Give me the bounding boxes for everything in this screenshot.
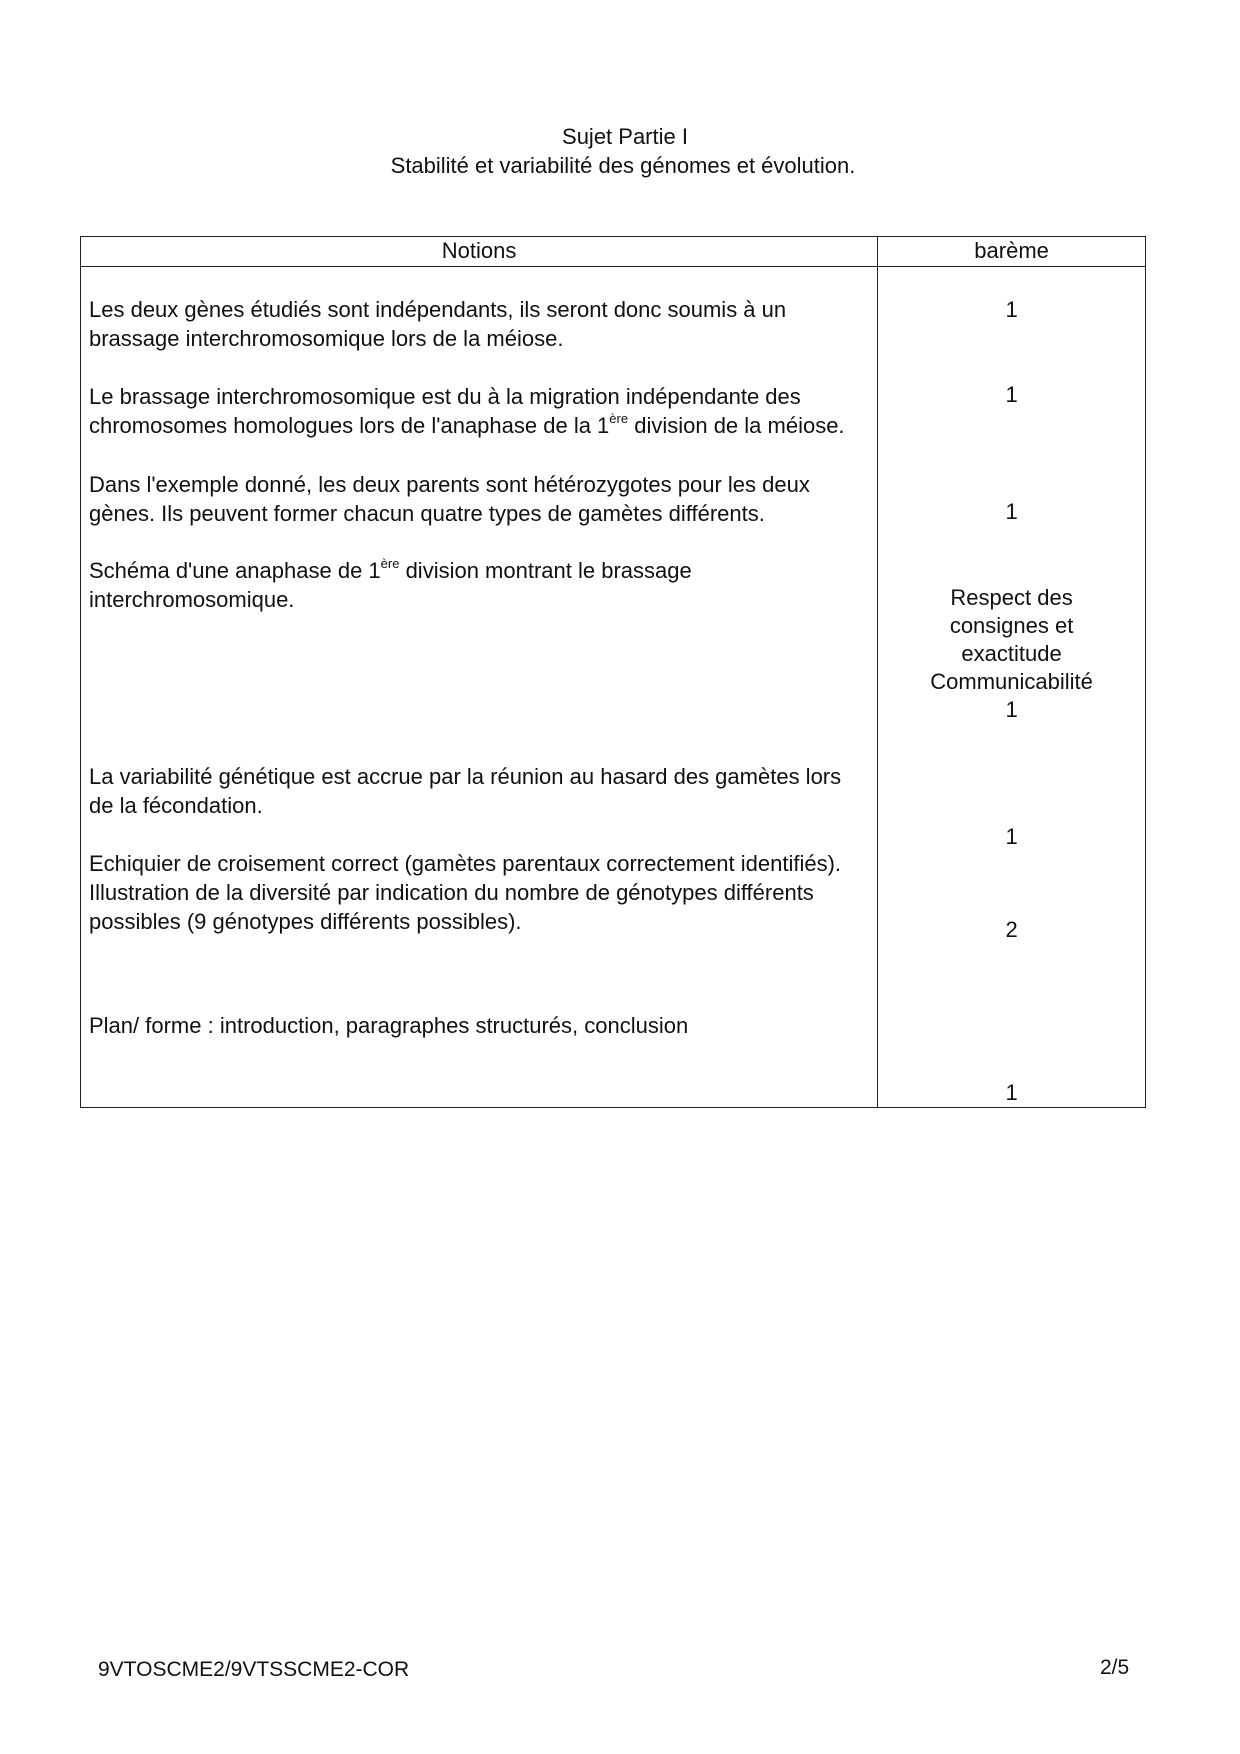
table-header-row (81, 237, 1146, 267)
score-value: 1 (1005, 499, 1018, 524)
notion-text: Dans l'exemple donné, les deux parents sont hétérozygotes pour les deux gènes. Ils peuvent former chacun quatre types de gamètes différents. (89, 472, 810, 526)
score-value: 1 (1005, 824, 1018, 849)
table-row (81, 267, 1146, 1108)
notion-item-anaphase-schema (89, 556, 855, 614)
score-value: 1 (1005, 297, 1018, 322)
bareme-cell (878, 267, 1146, 1108)
subject-title: Sujet Partie I (562, 124, 688, 149)
score-value: 1 (1005, 697, 1018, 722)
score-criteria-line: consignes et (949, 613, 1074, 638)
notion-item-independent-genes (89, 295, 855, 353)
page-header (0, 122, 1240, 180)
document-code: 9VTOSCME2/9VTSSCME2-COR (98, 1658, 410, 1681)
notion-text: Schéma d'une anaphase de 1ère division montrant le brassage interchromosomique. (89, 556, 692, 612)
notion-text: Echiquier de croisement correct (gamètes parentaux correctement identifiés). (89, 851, 842, 876)
notion-item-anaphase-migration (89, 382, 855, 440)
column-header-bareme: barème (878, 237, 1146, 267)
notion-item-plan-form (89, 1011, 855, 1068)
subject-theme: Stabilité et variabilité des génomes et évolution. (390, 153, 856, 178)
score-value: 1 (1005, 1080, 1018, 1105)
notion-text: Illustration de la diversité par indication du nombre de génotypes différents possibles (9 génotypes différents possibles). (89, 880, 814, 934)
page-number: 2/5 (1100, 1656, 1130, 1679)
notion-item-cross-grid (89, 849, 855, 936)
notion-text: La variabilité génétique est accrue par la réunion au hasard des gamètes lors de la fécondation. (89, 764, 842, 818)
notions-cell (81, 267, 878, 1108)
score-criteria-line: exactitude (961, 641, 1062, 666)
notion-item-fertilization (89, 762, 855, 820)
notion-text: Les deux gènes étudiés sont indépendants, ils seront donc soumis à un brassage interchromosomique lors de la méiose. (89, 297, 787, 351)
notion-item-heterozygous-parents (89, 470, 855, 528)
column-header-notions: Notions (81, 237, 878, 267)
grading-table (80, 236, 1146, 1108)
notion-text: Plan/ forme : introduction, paragraphes structurés, conclusion (89, 1013, 689, 1038)
notion-text: Le brassage interchromosomique est du à la migration indépendante des chromosomes homologues lors de l'anaphase de la 1ère division de la méiose. (89, 384, 845, 438)
score-value: 2 (1005, 917, 1018, 942)
score-criteria (878, 584, 1145, 724)
score-criteria-line: Respect des (950, 585, 1073, 610)
score-criteria-line: Communicabilité (930, 669, 1093, 694)
score-value: 1 (1005, 382, 1018, 407)
